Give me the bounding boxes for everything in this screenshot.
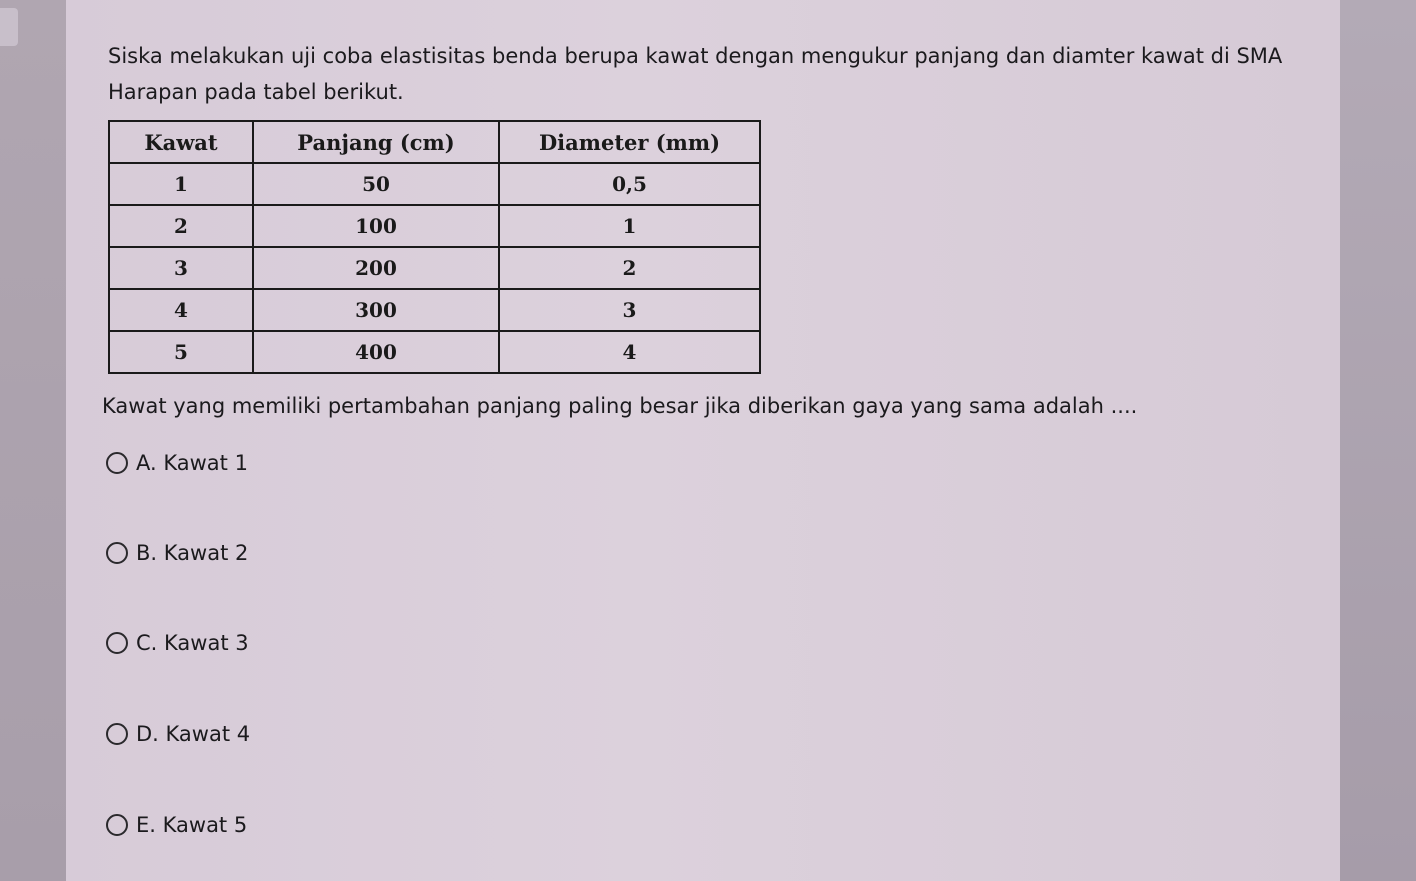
option-e[interactable]	[106, 810, 247, 840]
option-label: D. Kawat 4	[136, 722, 251, 746]
option-label: A. Kawat 1	[136, 451, 248, 475]
side-tab-handle[interactable]	[0, 8, 18, 46]
radio-button-icon[interactable]	[106, 723, 128, 745]
question-prompt: Kawat yang memiliki pertambahan panjang paling besar jika diberikan gaya yang sama adalah ....	[102, 394, 1138, 418]
cell-panjang: 400	[253, 331, 499, 373]
cell-diameter: 0,5	[499, 163, 760, 205]
left-margin-strip	[0, 0, 66, 881]
header-diameter: Diameter (mm)	[499, 121, 760, 163]
header-panjang: Panjang (cm)	[253, 121, 499, 163]
wire-data-table	[108, 120, 761, 374]
cell-diameter: 2	[499, 247, 760, 289]
cell-diameter: 3	[499, 289, 760, 331]
cell-panjang: 300	[253, 289, 499, 331]
table-header-row	[109, 121, 760, 163]
option-b[interactable]	[106, 538, 248, 568]
table-row	[109, 289, 760, 331]
cell-diameter: 4	[499, 331, 760, 373]
option-d[interactable]	[106, 719, 250, 749]
option-label: C. Kawat 3	[136, 631, 249, 655]
cell-kawat: 4	[109, 289, 253, 331]
question-card	[66, 0, 1340, 881]
question-text: Siska melakukan uji coba elastisitas benda berupa kawat dengan mengukur panjang dan diamter kawat di SMA Harapan pada tabel berikut.	[108, 44, 1283, 104]
radio-button-icon[interactable]	[106, 632, 128, 654]
table-row	[109, 205, 760, 247]
option-a[interactable]	[106, 448, 248, 478]
cell-panjang: 100	[253, 205, 499, 247]
option-label: B. Kawat 2	[136, 541, 249, 565]
header-kawat: Kawat	[109, 121, 253, 163]
option-c[interactable]	[106, 628, 249, 658]
cell-kawat: 3	[109, 247, 253, 289]
cell-kawat: 1	[109, 163, 253, 205]
table-row	[109, 247, 760, 289]
table-row	[109, 163, 760, 205]
radio-button-icon[interactable]	[106, 452, 128, 474]
cell-diameter: 1	[499, 205, 760, 247]
right-margin-strip	[1340, 0, 1416, 881]
cell-panjang: 200	[253, 247, 499, 289]
table-row	[109, 331, 760, 373]
option-label: E. Kawat 5	[136, 813, 248, 837]
cell-kawat: 2	[109, 205, 253, 247]
cell-kawat: 5	[109, 331, 253, 373]
radio-button-icon[interactable]	[106, 814, 128, 836]
cell-panjang: 50	[253, 163, 499, 205]
radio-button-icon[interactable]	[106, 542, 128, 564]
